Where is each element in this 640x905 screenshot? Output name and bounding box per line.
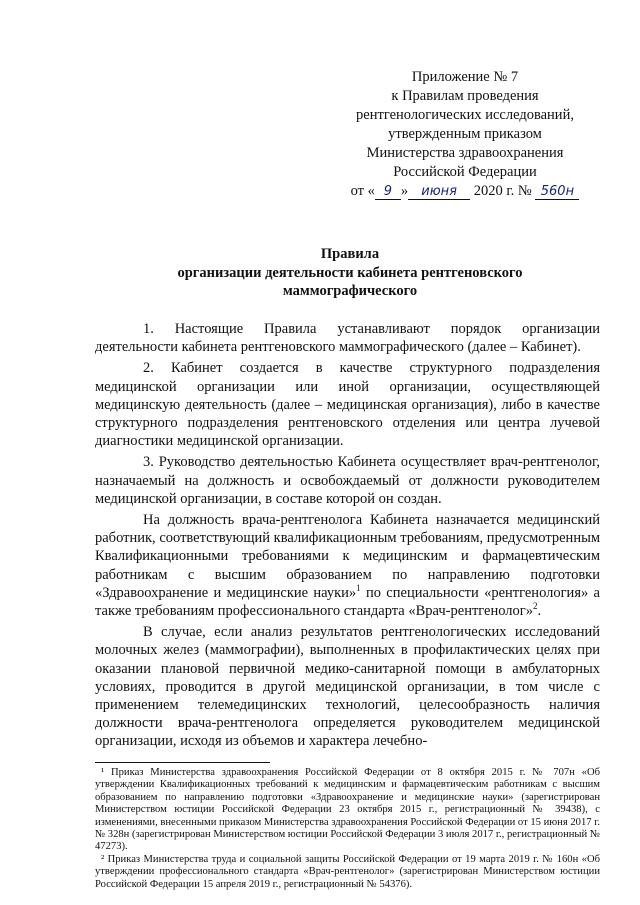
paragraph-4-text-b: по специальности «рентгенология» а также требованиям профессионального стандарта «Врач-рентгенолог» [95,584,600,620]
title-line-1: Правила [320,246,380,262]
paragraph-2: 2. Кабинет создается в качестве структурного подразделения медицинской организации или иной организации, осуществляющей медицинскую деятельность (далее – медицинская организация), либо в качестве структурного подразделения рентгеновского отделения или центра лучевой диагностики медицинской организации. [95,360,600,450]
paragraph-4-text-a: На должность врача-рентгенолога Кабинета назначается медицинский работник, соответствующий квалификационным требованиям, предусмотренным Квалификационными требованиями к медицинским и фармацевтическим работникам с высшим образованием по направлению подготовки «Здравоохранение и медицинские науки» [95,512,600,601]
order-date-line [340,182,590,201]
header-line-4: утвержденным приказом [388,126,542,142]
paragraph-5: В случае, если анализ результатов рентгенологических исследований молочных желез (маммографии), выполненных в профилактических целях при оказании плановой первичной медико-санитарной помощи в амбулаторных условиях, проводится в другой медицинской организации, в том числе с применением телемедицинских технологий, целесообразность наличия должности врача-рентгенолога определяется руководителем медицинской организации, исходя из объемов и характера лечебно- [95,624,600,750]
footnote-divider [95,762,270,763]
footnote-ref-1: 1 [356,583,361,594]
paragraph-4 [95,511,600,620]
header-line-2: к Правилам проведения [391,88,539,104]
paragraph-1: 1. Настоящие Правила устанавливают порядок организации деятельности кабинета рентгеновского маммографического (далее – Кабинет). [95,321,600,356]
footnote-ref-2: 2 [532,601,538,612]
header-line-5: Министерства здравоохранения [366,145,564,161]
date-month-handwritten: июня [408,185,470,200]
appendix-header [340,68,590,201]
footnotes [95,762,600,891]
header-line-3: рентгенологических исследований, [356,107,574,123]
header-line-6: Российской Федерации [393,164,537,180]
date-mid: » [400,183,409,199]
title-line-3: маммографического [282,283,418,299]
order-number-handwritten: 560н [535,185,579,200]
document-body [95,320,600,754]
document-title [95,245,605,301]
paragraph-4-text-c: . [537,603,542,620]
footnote-2: ² Приказ Министерства труда и социальной защиты Российской Федерации от 19 марта 2019 г. № 160н «Об утверждении профессионального стандарта «Врач-рентгенолог» (зарегистрирован Министерством юстиции Российской Федерации 15 апреля 2019 г., регистрационный № 54376). [95,853,600,890]
date-year: 2020 г. № [473,183,532,199]
footnote-1: ¹ Приказ Министерства здравоохранения Российской Федерации от 8 октября 2015 г. № 707н «Об утверждении Квалификационных требований к медицинским и фармацевтическим работникам с высшим образованием по направлению подготовки «Здравоохранение и медицинские науки» (зарегистрирован Министерством юстиции Российской Федерации 23 октября 2015 г., регистрационный № 39438), с изменениями, внесенными приказом Министерства здравоохранения Российской Федерации от 15 июня 2017 г. № 328н (зарегистрирован Министерством юстиции Российской Федерации 3 июля 2017 г., регистрационный № 47273). [95,767,600,853]
date-day-handwritten: 9 [375,185,401,200]
header-line-1: Приложение № 7 [411,69,519,85]
paragraph-3: 3. Руководство деятельностью Кабинета осуществляет врач-рентгенолог, назначаемый на должность и освобождаемый от должности руководителем медицинской организации, в составе которой он создан. [95,454,600,507]
date-prefix: от « [350,183,375,199]
title-line-2: организации деятельности кабинета рентгеновского [177,264,523,281]
